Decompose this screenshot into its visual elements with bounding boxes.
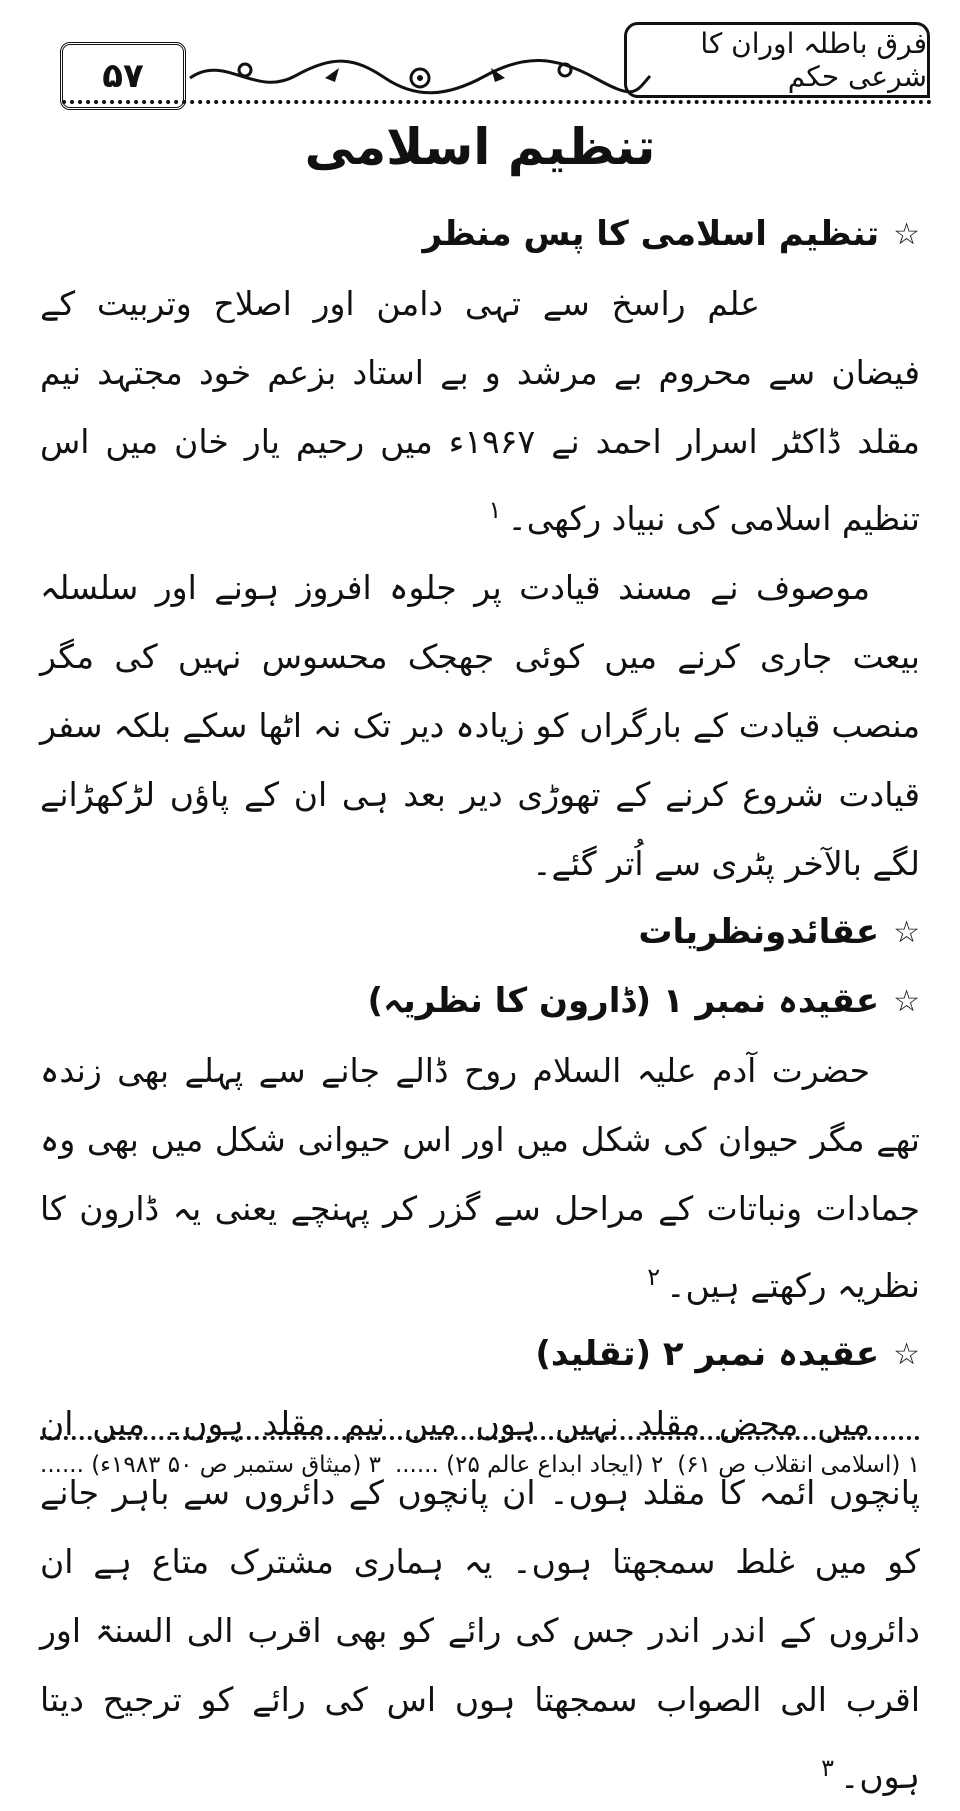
footnote-ref: ۳ xyxy=(821,1754,835,1782)
paragraph-text: علم راسخ سے تہی دامن اور اصلاح وتربیت کے فیضان سے محروم بے مرشد و بے استاد بزعم خود مجتہد نیم مقلد ڈاکٹر اسرار احمد نے ۱۹۶۷ء میں رحیم یار خان میں اس تنظیم اسلامی کی نبیاد رکھی۔ xyxy=(40,284,920,538)
footnote-ref: ۱ xyxy=(488,496,502,524)
footnote: ۳ (میثاق ستمبر ص ۵۰ ۱۹۸۳ء) ...... xyxy=(40,1452,382,1478)
footnotes xyxy=(40,1452,920,1478)
body-text xyxy=(40,200,920,1811)
section-heading xyxy=(40,967,920,1036)
section-heading xyxy=(40,898,920,967)
paragraph xyxy=(40,269,920,553)
decorative-vine-ornament xyxy=(185,48,655,102)
page-number: ۵۷ xyxy=(60,42,186,110)
star-icon: ☆ xyxy=(893,1337,920,1372)
section-heading-label: عقیدہ نمبر ۱ (ڈارون کا نظریہ) xyxy=(367,981,880,1021)
paragraph xyxy=(40,553,920,898)
star-icon: ☆ xyxy=(893,984,920,1019)
section-heading xyxy=(40,1320,920,1389)
footnote: ۲ (ایجاد ابداع عالم ۲۵) ...... xyxy=(394,1452,664,1478)
section-heading xyxy=(40,200,920,269)
running-title: فرق باطلہ اوران کا شرعی حکم xyxy=(624,22,930,98)
paragraph-text: میں محض مقلد نہیں ہوں میں نیم مقلد ہوں۔ میں ان پانچوں ائمہ کا مقلد ہوں۔ ان پانچوں کے دائروں سے باہر جانے کو میں غلط سمجھتا ہوں۔ یہ ہماری مشترک متاع ہے ان دائروں کے اندر اندر جس کی رائے کو بھی اقرب الی السنۃ اور اقرب الی الصواب سمجھتا ہوں اس کی رائے کو ترجیح دیتا ہوں۔ xyxy=(40,1404,920,1796)
star-icon: ☆ xyxy=(893,217,920,252)
paragraph-text: حضرت آدم علیہ السلام روح ڈالے جانے سے پہلے بھی زندہ تھے مگر حیوان کی شکل میں اور اس حیوانی شکل میں بھی وہ جمادات ونباتات کے مراحل سے گزر کر پہنچے یعنی یہ ڈارون کا نظریہ رکھتے ہیں۔ xyxy=(40,1051,920,1305)
footnote-ref: ۲ xyxy=(647,1263,661,1291)
section-heading-label: عقائدونظریات xyxy=(638,912,880,952)
header-divider xyxy=(62,100,932,104)
star-icon: ☆ xyxy=(893,915,920,950)
section-heading-label: عقیدہ نمبر ۲ (تقلید) xyxy=(535,1334,880,1374)
page-header xyxy=(60,22,930,102)
chapter-title: تنظیم اسلامی xyxy=(304,118,656,176)
footer-divider xyxy=(40,1436,920,1440)
paragraph xyxy=(40,1036,920,1320)
section-heading-label: تنظیم اسلامی کا پس منظر xyxy=(422,214,880,254)
paragraph-text: موصوف نے مسند قیادت پر جلوہ افروز ہونے اور سلسلہ بیعت جاری کرنے میں کوئی جھجک محسوس نہیں کی مگر منصب قیادت کے بارگراں کو زیادہ دیر تک نہ اٹھا سکے بلکہ سفر قیادت شروع کرنے کے تھوڑی دیر بعد ہی ان کے پاؤں لڑکھڑانے لگے بالآخر پٹری سے اُتر گئے۔ xyxy=(40,568,920,883)
footnote: ۱ (اسلامی انقلاب ص ۶۱) xyxy=(677,1452,920,1478)
